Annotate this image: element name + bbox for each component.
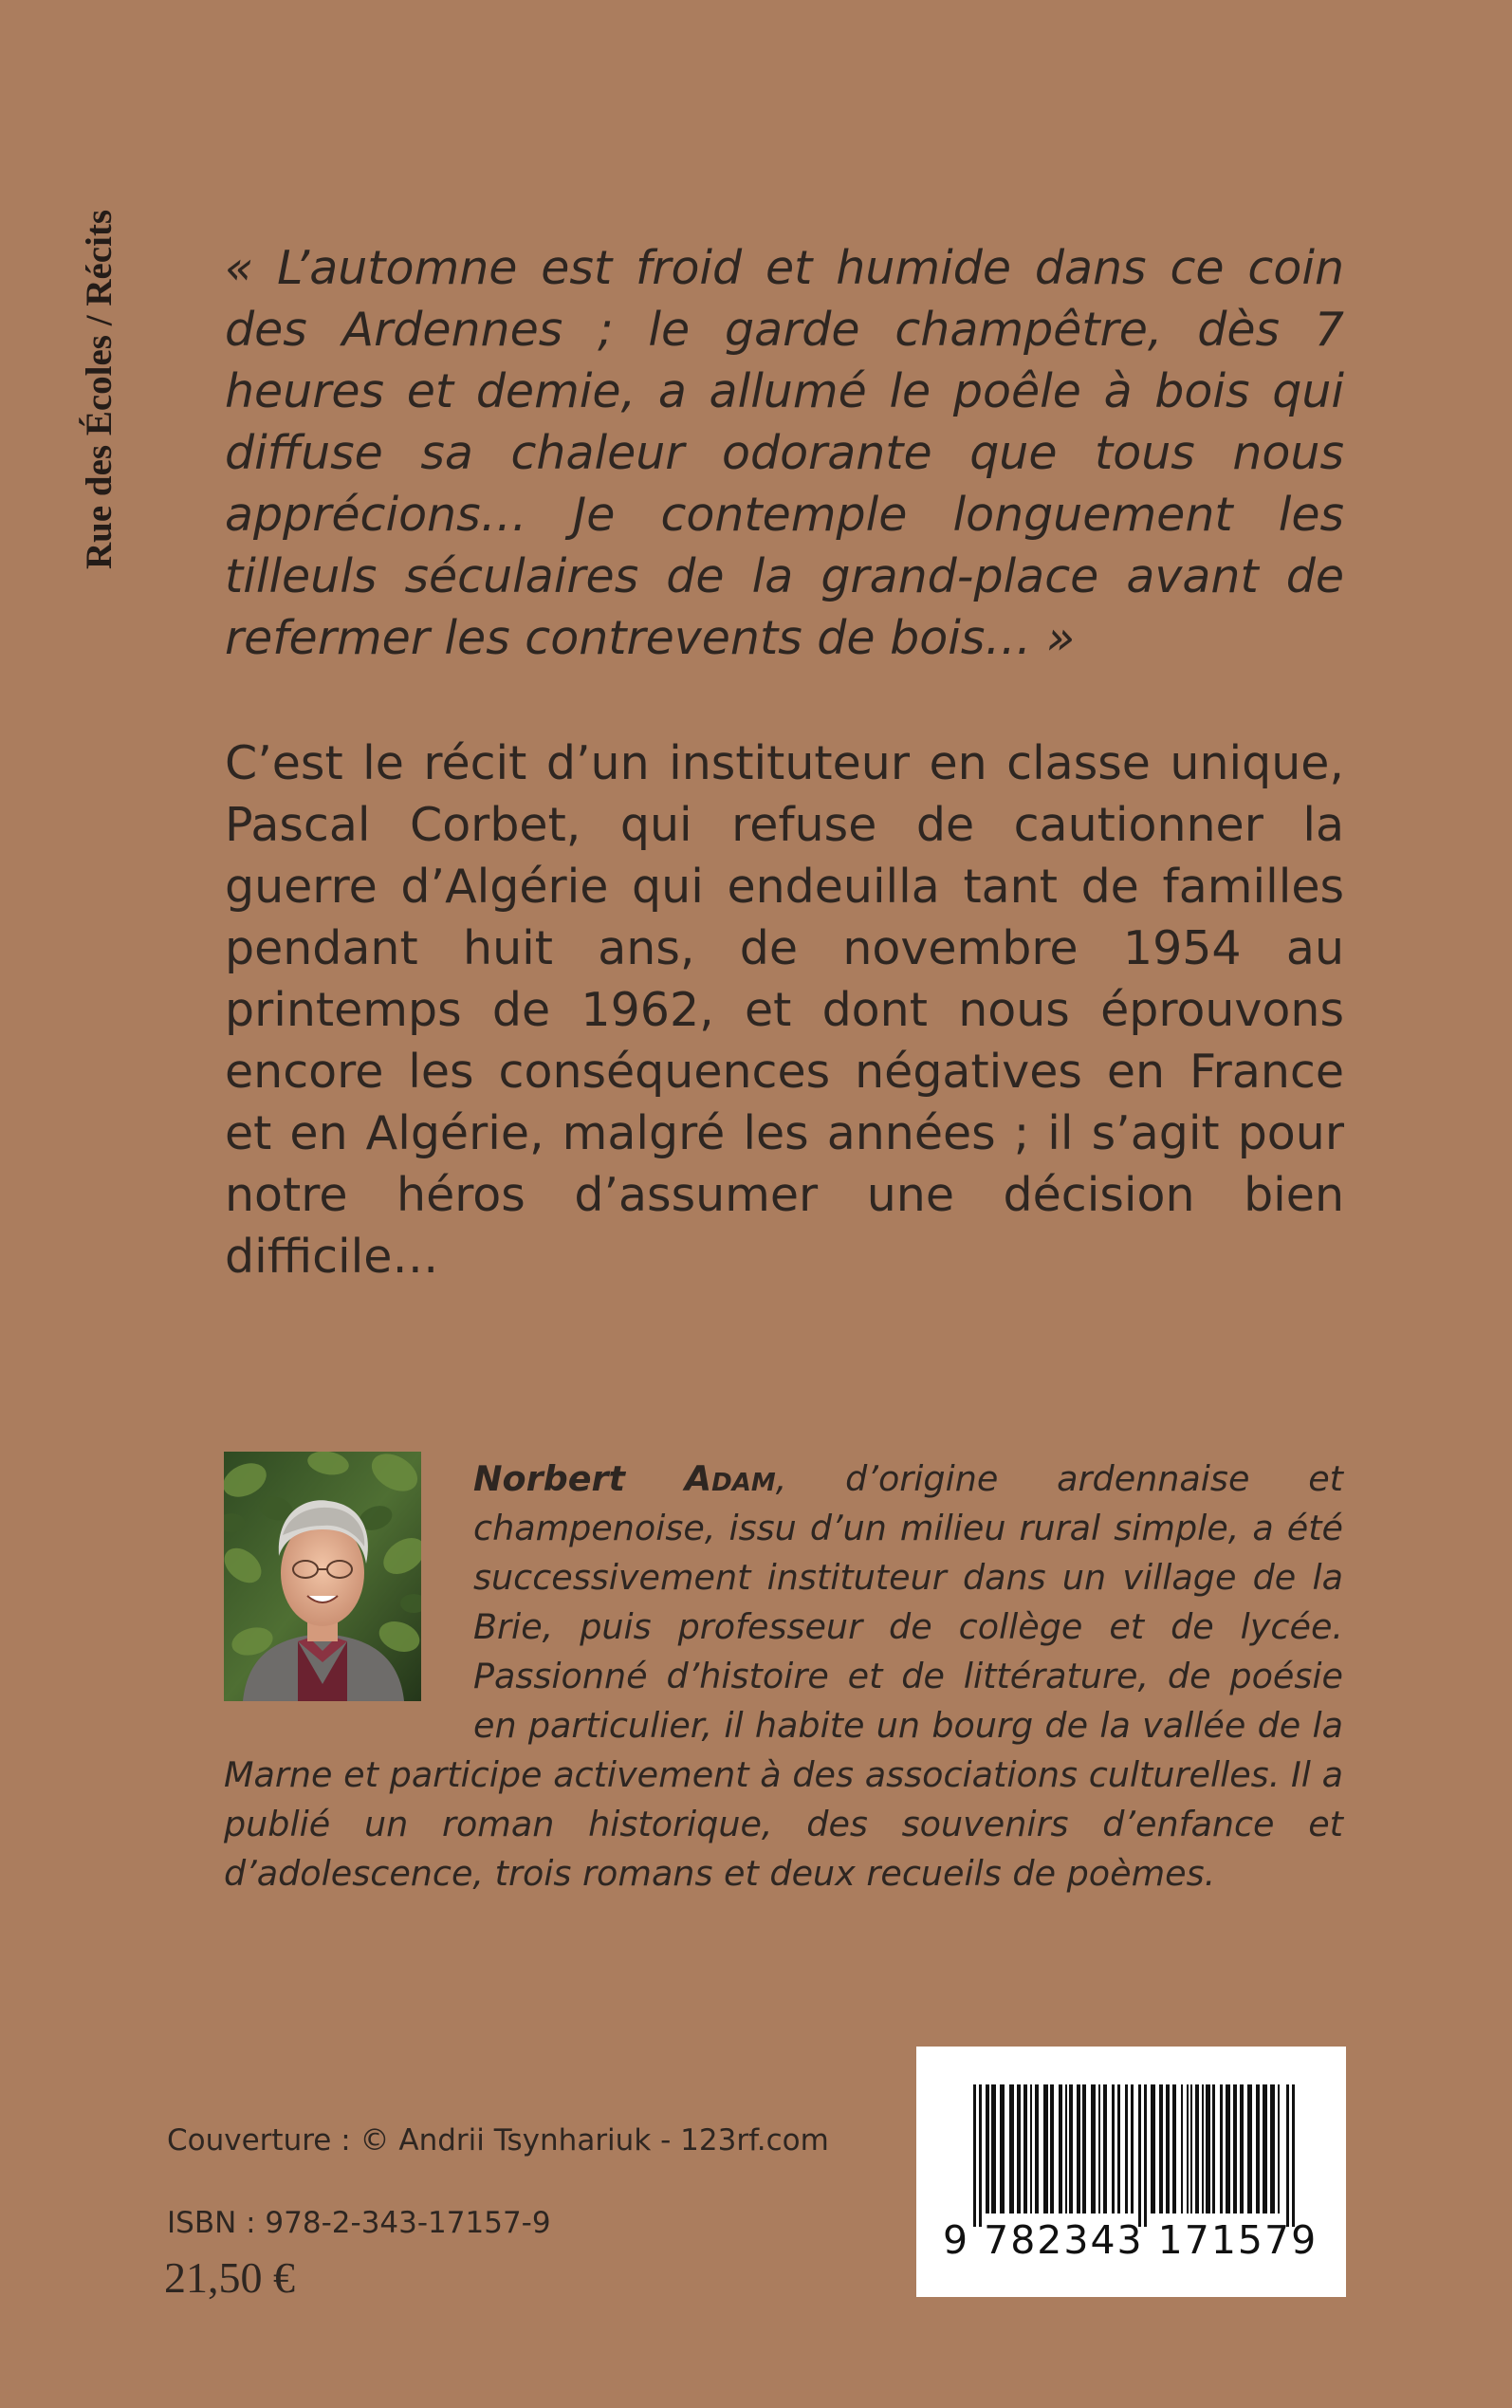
author-section (224, 1452, 1343, 1899)
barcode-bar (1220, 2084, 1223, 2214)
barcode-bar (1091, 2084, 1096, 2214)
barcode-bar (1233, 2084, 1237, 2214)
cover-credit: Couverture : © Andrii Tsynhariuk - 123rf.com (167, 2123, 829, 2158)
barcode-bar (1077, 2084, 1080, 2214)
barcode-bar (1117, 2084, 1120, 2214)
barcode-bar (1131, 2084, 1134, 2214)
barcode-bar (1125, 2084, 1128, 2214)
author-bio-text: , d’origine ardennaise et champenoise, issu d’un milieu rural simple, a été successivement instituteur dans un village de la Brie, puis professeur de collège et de lycée. Passionné d’histoire et de littérature, de poésie en particulier, il habite un bourg de la vallée de la Marne et participe activement à des associations culturelles. Il a publié un roman historique, des souvenirs d’enfance et d’adolescence, trois romans et deux recueils de poèmes. (224, 1458, 1343, 1894)
barcode-bar (1240, 2084, 1244, 2214)
barcode-bar (1286, 2084, 1289, 2227)
barcode-bar (1059, 2084, 1062, 2214)
barcode-bar (1292, 2084, 1295, 2227)
isbn: ISBN : 978-2-343-17157-9 (167, 2206, 551, 2240)
barcode-bar (973, 2084, 976, 2227)
barcode-bar (1098, 2084, 1100, 2214)
barcode-bar (1206, 2084, 1210, 2214)
barcode-bar (1190, 2084, 1192, 2214)
barcode-bar (1050, 2084, 1054, 2214)
barcode-bar (1166, 2084, 1170, 2214)
barcode-bar (1195, 2084, 1199, 2214)
barcode-bar (1181, 2084, 1183, 2214)
barcode-bar (986, 2084, 989, 2214)
barcode-bar (1202, 2084, 1204, 2214)
book-summary: C’est le récit d’un instituteur en classe unique, Pascal Corbet, qui refuse de cautionner la guerre d’Algérie qui endeuilla tant de familles pendant huit ans, de novembre 1954 au printemps de 1962, et dont nous éprouvons encore les conséquences négatives en France et en Algérie, malgré les années ; il s’agit pour notre héros d’assumer une décision bien difficile… (225, 736, 1344, 1284)
barcode-bar (1065, 2084, 1067, 2214)
barcode-bar (1247, 2084, 1252, 2214)
barcode-bar (1226, 2084, 1230, 2214)
barcode-bar (1043, 2084, 1048, 2214)
excerpt-quote: « L’automne est froid et humide dans ce coin des Ardennes ; le garde champêtre, dès 7 heures et demie, a allumé le poêle à bois qui diffuse sa chaleur odorante que tous nous apprécions… Je contemple longuement les tilleuls séculaires de la grand-place avant de refermer les contrevents de bois… » (225, 241, 1344, 665)
barcode-bar (1082, 2084, 1086, 2214)
barcode-bar (991, 2084, 996, 2214)
barcode-bar (1035, 2084, 1039, 2214)
barcode-bar (1270, 2084, 1275, 2214)
barcode-bar (1023, 2084, 1027, 2214)
barcode-bar (1263, 2084, 1267, 2214)
barcode-digits: 9 782343 171579 (943, 2217, 1318, 2263)
author-photo (224, 1452, 421, 1701)
barcode-bar (1256, 2084, 1260, 2214)
barcode (916, 2047, 1346, 2297)
barcode-bar (1030, 2084, 1032, 2214)
barcode-bar (979, 2084, 982, 2227)
barcode-bar (1103, 2084, 1107, 2214)
barcode-bar (1017, 2084, 1021, 2214)
barcode-bar (1009, 2084, 1014, 2214)
barcode-bar (1112, 2084, 1115, 2214)
author-first-name: Norbert (473, 1458, 685, 1499)
author-last-name: Adam (684, 1458, 776, 1499)
barcode-bar (1172, 2084, 1176, 2214)
barcode-bar (1159, 2084, 1163, 2214)
price: 21,50 € (164, 2253, 295, 2302)
barcode-bar (1187, 2084, 1189, 2214)
barcode-bar (1144, 2084, 1147, 2227)
series-label: Rue des Écoles / Récits (79, 209, 120, 569)
barcode-bar (1069, 2084, 1073, 2214)
barcode-bar (1151, 2084, 1155, 2214)
barcode-bar (1278, 2084, 1280, 2214)
barcode-bar (1000, 2084, 1005, 2214)
barcode-bar (1212, 2084, 1215, 2214)
barcode-bar (1138, 2084, 1141, 2227)
